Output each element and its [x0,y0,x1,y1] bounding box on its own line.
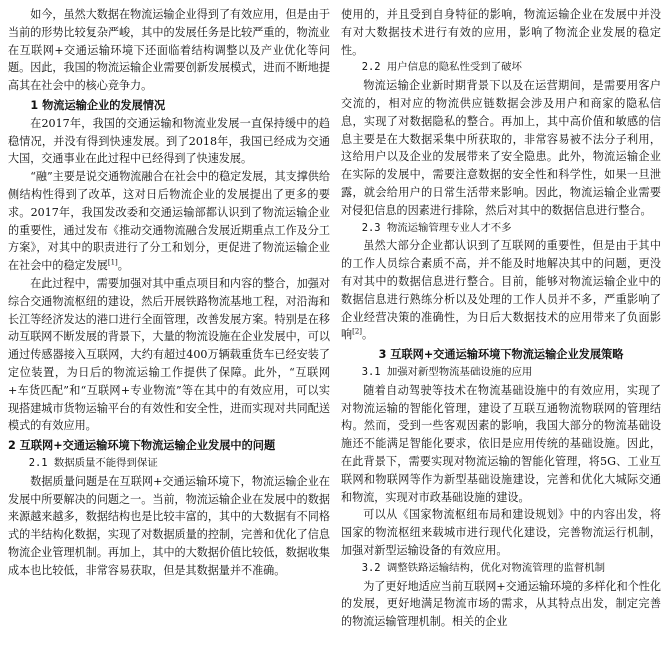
subsection-3-1-paragraph-2: 可以从《国家物流枢纽布局和建设规划》中的内容出发，将国家的物流枢纽来载城市进行现代化建设，完善物流运行机制，加强对新型运输设备的有效应用。 [341,508,661,557]
section-1-paragraph-2-tail: 。 [117,259,129,273]
left-column [8,6,330,580]
section-2-heading: 2 互联网+交通运输环境下物流运输企业发展中的问题 [8,439,276,453]
section-1-paragraph-1: 在2017年，我国的交通运输和物流业发展一直保持缓中的趋稳情况，并没有得到快速发展。到了2018年，我国已经成为交通大国，交通事业在此过程中已经得到了快速发展。 [8,116,330,166]
citation-2: [2] [352,327,363,336]
subsection-3-2-paragraph: 为了更好地适应当前互联网+交通运输环境的多样化和个性化的发展，更好地满足物流市场的需求，从其特点出发，制定完善的物流运输管理机制。相关的企业 [341,579,661,629]
subsection-2-3-heading: 2.3 物流运输管理专业人才不多 [361,221,512,234]
subsection-2-1-paragraph: 数据质量问题是在互联网+交通运输环境下，物流运输企业在发展中所要解决的问题之一。当前，物流运输企业在发展中的数据来源越来越多，数据结构也是比较丰富的，其中的大数据有不同格式的半结构化数据，实现了对数据质量的控制，完善和优化了信息物流企业管理机制。再加上，其中的大数据价值比较低，数据收集成本也比较低，非常容易获取，但是其数据量并不准确。 [8,474,330,577]
subsection-3-1-paragraph: 随着自动驾驶等技术在物流基础设施中的有效应用，实现了对物流运输的智能化管理，建设了互联互通物流物联网的管理结构。然而，受到一些客观因素的影响，我国大部分的物流基础设施还不能满足智能化要求，依旧是应用传统的基础设施。因此，在此背景下，需要实现对物流运输的智能化管理，将5G、工业互联网和物联网等作为新型基础设施建设，完善和优化大城际交通和物流，实现对市政基础设施的建设。 [341,383,661,504]
section-1-paragraph-2-text: “融”主要是说交通物流融合在社会中的稳定发展，其支撑供给侧结构性得到了改革，这对日后物流企业的发展提出了更多的要求。2017年，我国发改委和交通运输部都认识到了物流运输企业的重要性，通过发布《推动交通物流融合发展近期重点工作及分工方案》，对其中的职责进行了分工和划分，更促进了物流运输企业在社会中的稳定发展 [8,170,330,273]
subsection-2-3-paragraph [341,237,661,344]
subsection-2-1-heading: 2.1 数据质量不能得到保证 [28,456,158,469]
subsection-2-2-heading: 2.2 用户信息的隐私性受到了破坏 [361,61,522,74]
section-3-heading: 3 互联网+交通运输环境下物流运输企业发展策略 [378,348,624,362]
subsection-2-3-paragraph-tail: 。 [362,328,374,342]
intro-paragraph: 如今，虽然大数据在物流运输企业得到了有效应用，但是由于当前的形势比较复杂严峻，其中的发展任务是比较严重的，物流业在互联网+交通运输环境下还面临着结构调整以及产业优化等问题。因此，我国的物流运输企业需要创新发展模式，进而不断地提高其在社会中的核心竞争力。 [8,8,330,93]
citation-1: [1] [107,258,118,267]
subsection-3-2-heading: 3.2 调整铁路运输结构，优化对物流管理的监督机制 [361,561,606,574]
section-1-paragraph-3: 在此过程中，需要加强对其中重点项目和内容的整合，加强对综合交通物流枢纽的建设，然后开展铁路物流基地工程，对沿海和长江等经济发达的港口进行全面管理，改善发展方案。特别是在移动互联网不断发展的背景下，大量的物流设施在企业发展中，可以通过传感器接入互联网，大约有超过400万辆载重货车已经安装了定位装置，为日后的物流运输工作提供了保障。此外，“互联网+车货匹配”和“互联网+专业物流”等在其中的有效应用，可以实现搭建城市货物运输平台的有效性和安全性，进而实现对共同配送模式的有效应用。 [8,276,330,433]
subsection-3-1-heading: 3.1 加强对新型物流基础设施的应用 [361,365,533,378]
continued-paragraph: 使用的，并且受到自身特征的影响，物流运输企业在发展中并没有对大数据技术进行有效的应用，影响了物流企业发展的稳定性。 [341,8,661,57]
right-column [341,6,661,631]
subsection-2-3-paragraph-text: 虽然大部分企业都认识到了互联网的重要性，但是由于其中的工作人员综合素质不高，并不能及时地解决其中的问题，更没有对其中的数据信息进行整合。目前，能够对物流运输企业中的数据信息进行熟练分析以及处理的工作人员并不多，严重影响了企业经营决策的准确性，为日后大数据技术的应用带来了负面影响 [341,239,661,342]
section-1-paragraph-2 [8,168,330,275]
subsection-2-2-paragraph: 物流运输企业新时期背景下以及在运营期间，是需要用客户交流的，相对应的物流供应链数据会涉及用户和商家的隐私信息，实现了对数据隐私的整合。再加上，其中高价值和敏感的信息主要是在大数据采集中所获取的，非常容易被不法分子利用，这给用户以及企业的发展带来了安全隐患。此外，物流运输企业在实际的发展中，需要注意数据的安全性和科学性，如果一旦泄露，就会给用户的日常生活带来影响。因此，物流运输企业需要对侵犯信息的因素进行排除，然后对其中的数据信息进行整合。 [341,79,661,217]
section-1-heading: 1 物流运输企业的发展情况 [30,98,166,112]
